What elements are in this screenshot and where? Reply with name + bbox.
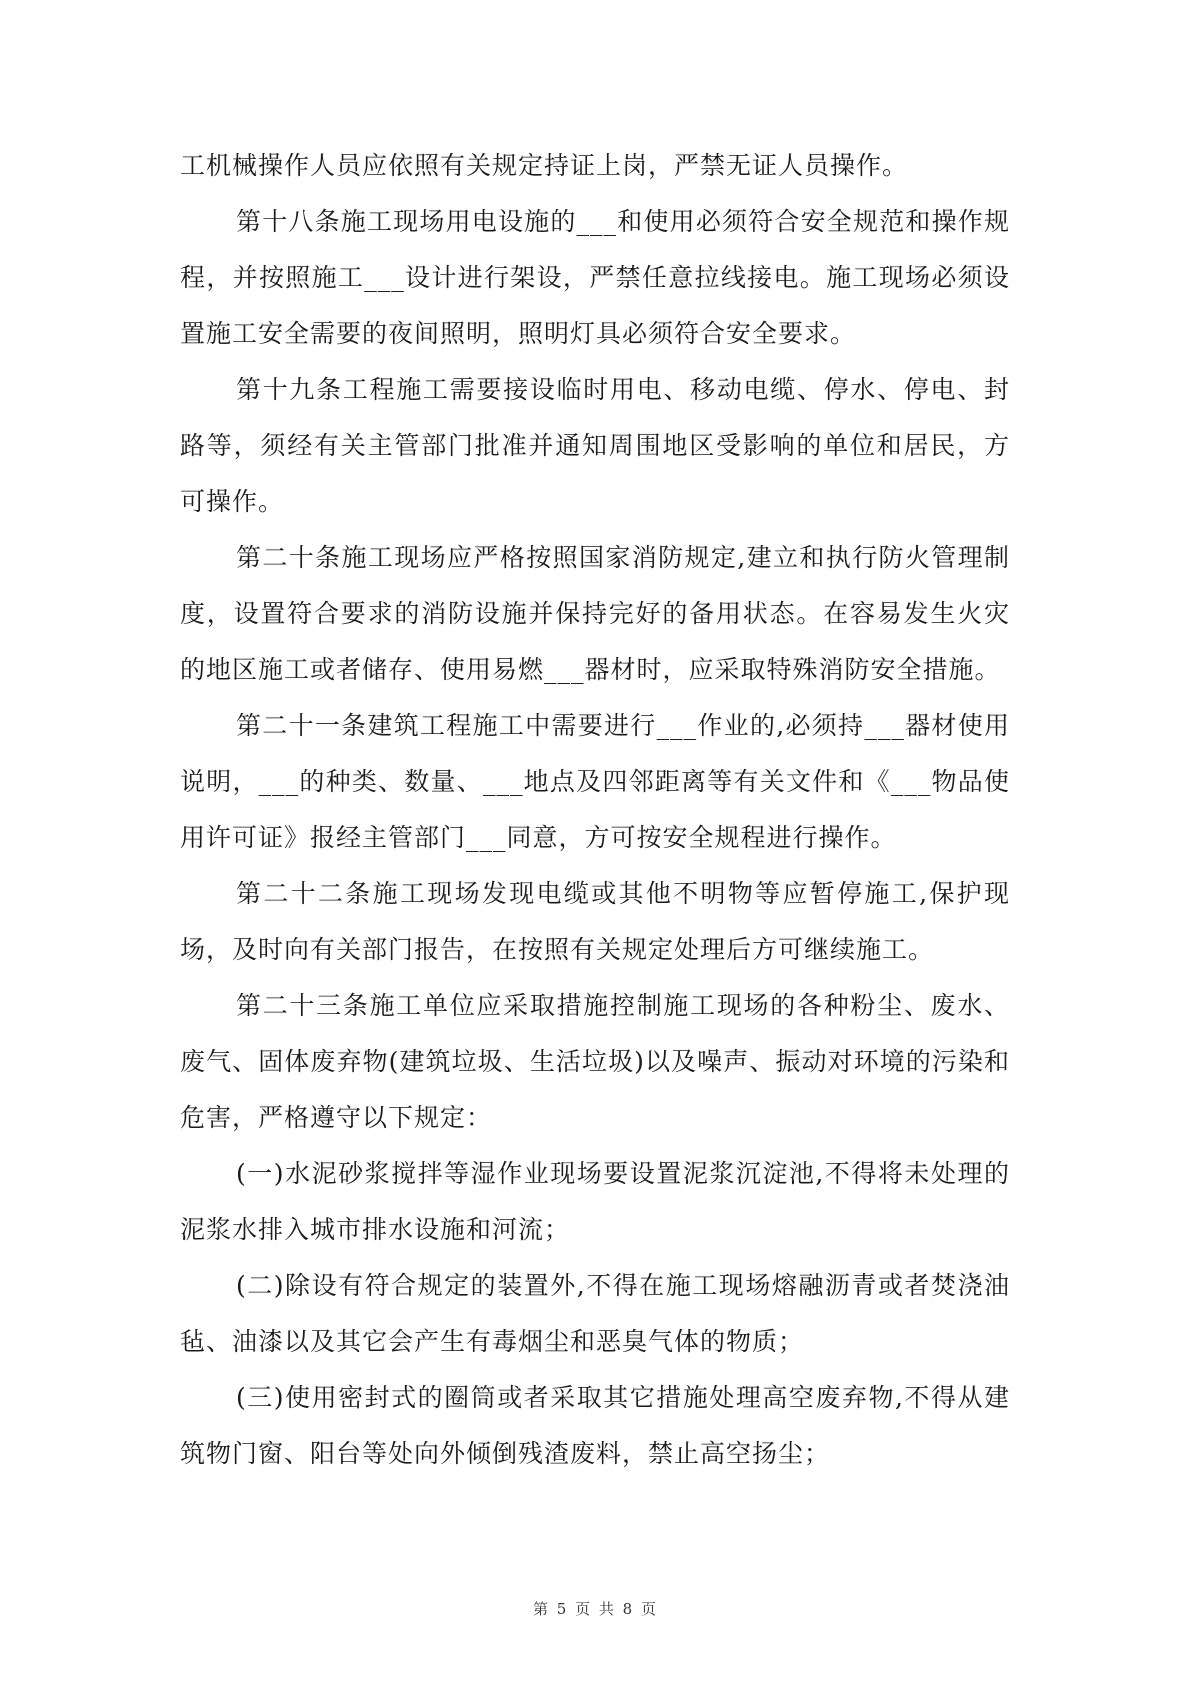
paragraph: 第十八条施工现场用电设施的___和使用必须符合安全规范和操作规程，并按照施工___设计进行架设，严禁任意拉线接电。施工现场必须设置施工安全需要的夜间照明，照明灯具必须符合安全要求。 xyxy=(180,207,1010,348)
paragraph: (二)除设有符合规定的装置外,不得在施工现场熔融沥青或者焚浇油毡、油漆以及其它会产生有毒烟尘和恶臭气体的物质； xyxy=(180,1271,1010,1356)
paragraph: 第二十一条建筑工程施工中需要进行___作业的,必须持___器材使用说明，___的种类、数量、___地点及四邻距离等有关文件和《___物品使用许可证》报经主管部门___同意，方可按安全规程进行操作。 xyxy=(180,711,1010,852)
paragraph: 第二十条施工现场应严格按照国家消防规定,建立和执行防火管理制度，设置符合要求的消防设施并保持完好的备用状态。在容易发生火灾的地区施工或者储存、使用易燃___器材时，应采取特殊消防安全措施。 xyxy=(180,543,1010,684)
page-number-footer: 第 5 页 共 8 页 xyxy=(533,1600,658,1618)
document-body xyxy=(180,138,1010,1482)
paragraph: 第二十三条施工单位应采取措施控制施工现场的各种粉尘、废水、废气、固体废弃物(建筑垃圾、生活垃圾)以及噪声、振动对环境的污染和危害，严格遵守以下规定： xyxy=(180,991,1010,1132)
paragraph: (三)使用密封式的圈筒或者采取其它措施处理高空废弃物,不得从建筑物门窗、阳台等处向外倾倒残渣废料，禁止高空扬尘； xyxy=(180,1383,1010,1468)
paragraph: 第十九条工程施工需要接设临时用电、移动电缆、停水、停电、封路等，须经有关主管部门批准并通知周围地区受影响的单位和居民，方可操作。 xyxy=(180,375,1010,516)
paragraph: 第二十二条施工现场发现电缆或其他不明物等应暂停施工,保护现场，及时向有关部门报告，在按照有关规定处理后方可继续施工。 xyxy=(180,879,1010,964)
paragraph: (一)水泥砂浆搅拌等湿作业现场要设置泥浆沉淀池,不得将未处理的泥浆水排入城市排水设施和河流； xyxy=(180,1159,1010,1244)
paragraph: 工机械操作人员应依照有关规定持证上岗，严禁无证人员操作。 xyxy=(180,151,909,180)
